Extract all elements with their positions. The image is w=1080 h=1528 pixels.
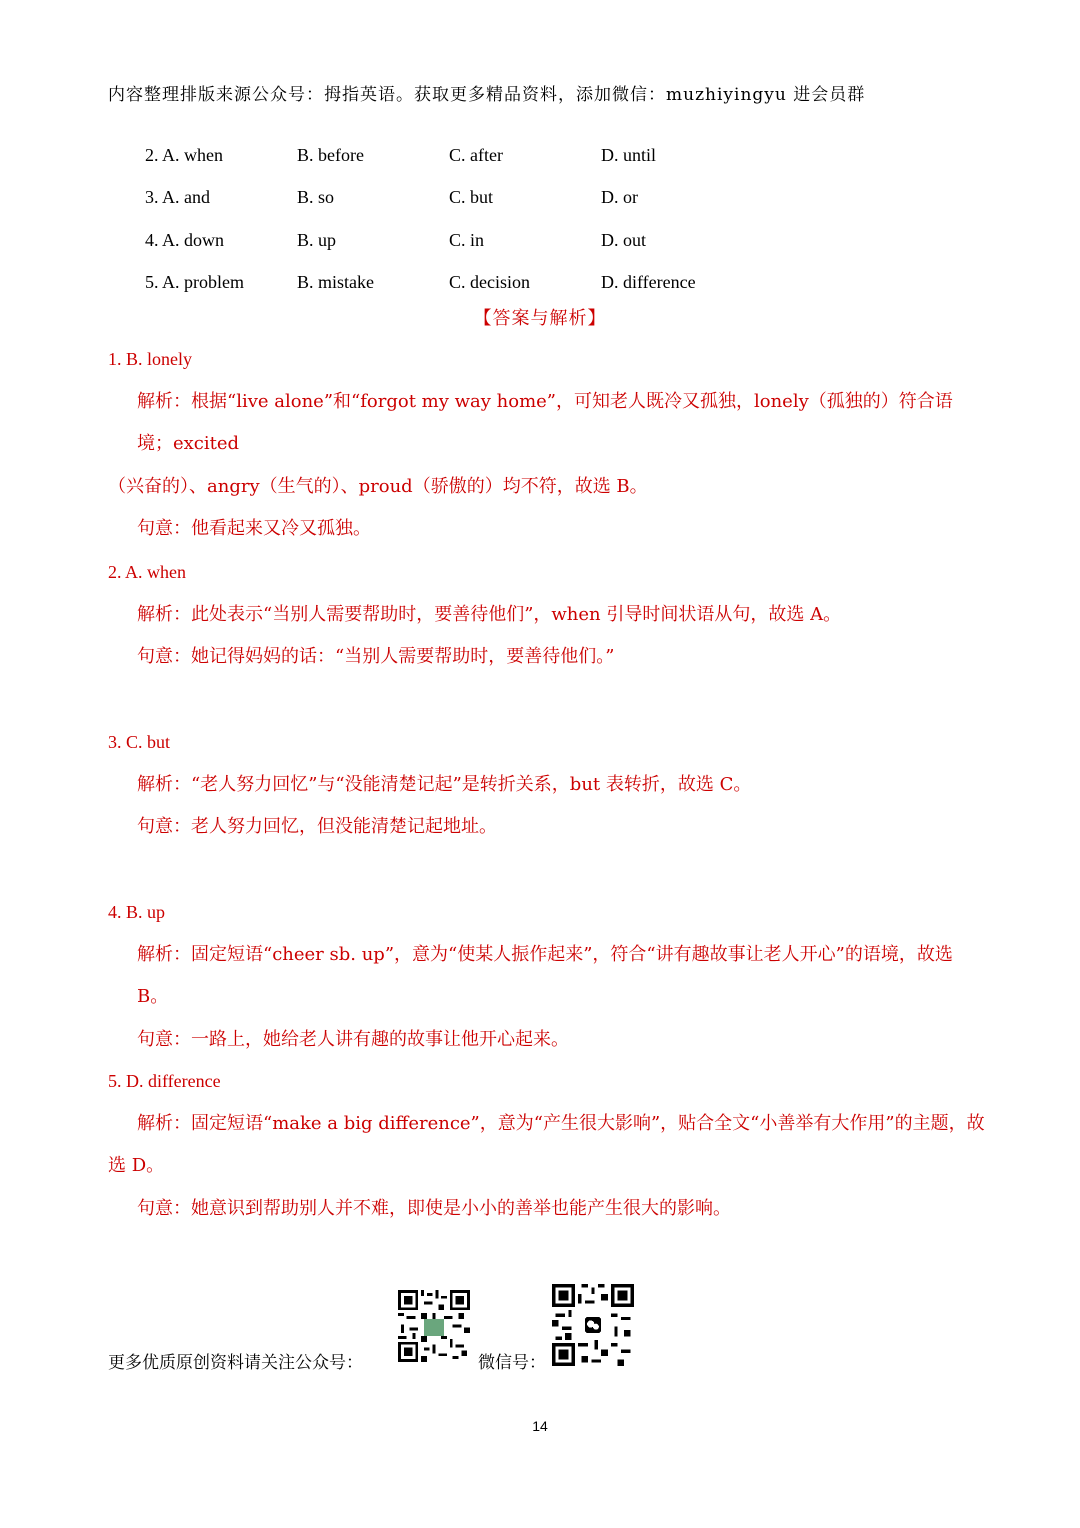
- analysis-line: 解析：此处表示“当别人需要帮助时，要善待他们”，when 引导时间状语从句，故选 A。: [137, 603, 842, 625]
- page-header: 内容整理排版来源公众号：拇指英语。获取更多精品资料，添加微信：muzhiyingyu 进会员群: [108, 85, 866, 105]
- option-c: C. decision: [449, 272, 530, 293]
- analysis-line-cont: （兴奋的）、angry（生气的）、proud（骄傲的）均不符，故选 B。: [108, 475, 648, 497]
- analysis-line: 解析：“老人努力回忆”与“没能清楚记起”是转折关系，but 表转折，故选 C。: [137, 773, 752, 795]
- option-d: D. out: [601, 229, 646, 250]
- option-b: B. before: [297, 144, 364, 165]
- option-c: C. but: [449, 187, 494, 208]
- option-row: [145, 219, 753, 262]
- options-table: [145, 134, 753, 304]
- meaning-line: 句意：老人努力回忆，但没能清楚记起地址。: [137, 816, 497, 837]
- answer-line: 4. B. up: [108, 902, 166, 922]
- analysis-line: 解析：固定短语“cheer sb. up”，意为“使某人振作起来”，符合“讲有趣故事让老人开心”的语境，故选 B。: [137, 943, 953, 1007]
- option-row: [145, 134, 753, 177]
- option-row: [145, 262, 753, 305]
- meaning-line: 句意：他看起来又冷又孤独。: [137, 518, 371, 539]
- page-number: 14: [532, 1418, 548, 1434]
- option-d: D. or: [601, 187, 638, 208]
- option-d: D. difference: [601, 272, 696, 293]
- wechat-label: 微信号：: [478, 1353, 546, 1373]
- option-a: 4. A. down: [145, 229, 225, 250]
- answer-line: 2. A. when: [108, 562, 186, 582]
- answer-line: 3. C. but: [108, 732, 171, 752]
- meaning-line: 句意：她记得妈妈的话：“当别人需要帮助时，要善待他们。”: [137, 646, 615, 667]
- option-b: B. so: [297, 187, 335, 208]
- option-c: C. after: [449, 144, 503, 165]
- option-b: B. mistake: [297, 272, 374, 293]
- option-b: B. up: [297, 229, 337, 250]
- answer-block-1: [108, 338, 988, 551]
- meaning-line: 句意：她意识到帮助别人并不难，即使是小小的善举也能产生很大的影响。: [137, 1197, 731, 1219]
- answer-block-5: [108, 1060, 988, 1230]
- answers-title: 【答案与解析】: [473, 308, 607, 329]
- analysis-line: 解析：根据“live alone”和“forgot my way home”，可知老人既冷又孤独，lonely（孤独的）符合语境；excited: [137, 390, 953, 454]
- option-d: D. until: [601, 144, 657, 165]
- answer-block-2: [108, 551, 988, 679]
- qr-code-icon: [398, 1290, 470, 1362]
- meaning-line: 句意：一路上，她给老人讲有趣的故事让他开心起来。: [137, 1028, 569, 1050]
- option-a: 5. A. problem: [145, 272, 244, 293]
- answer-block-3: [108, 721, 988, 849]
- footer-follow-text: 更多优质原创资料请关注公众号：: [108, 1353, 363, 1373]
- option-row: [145, 177, 753, 220]
- option-a: 3. A. and: [145, 187, 210, 208]
- qr-code-icon: [552, 1284, 634, 1366]
- option-a: 2. A. when: [145, 144, 223, 165]
- answer-block-4: [108, 891, 988, 1061]
- answer-line: 5. D. difference: [108, 1071, 221, 1091]
- option-c: C. in: [449, 229, 485, 250]
- analysis-line-cont: 选 D。: [108, 1155, 165, 1176]
- answer-line: 1. B. lonely: [108, 349, 192, 369]
- analysis-line: 解析：固定短语“make a big difference”，意为“产生很大影响”，贴合全文“小善举有大作用”的主题，故: [137, 1112, 985, 1134]
